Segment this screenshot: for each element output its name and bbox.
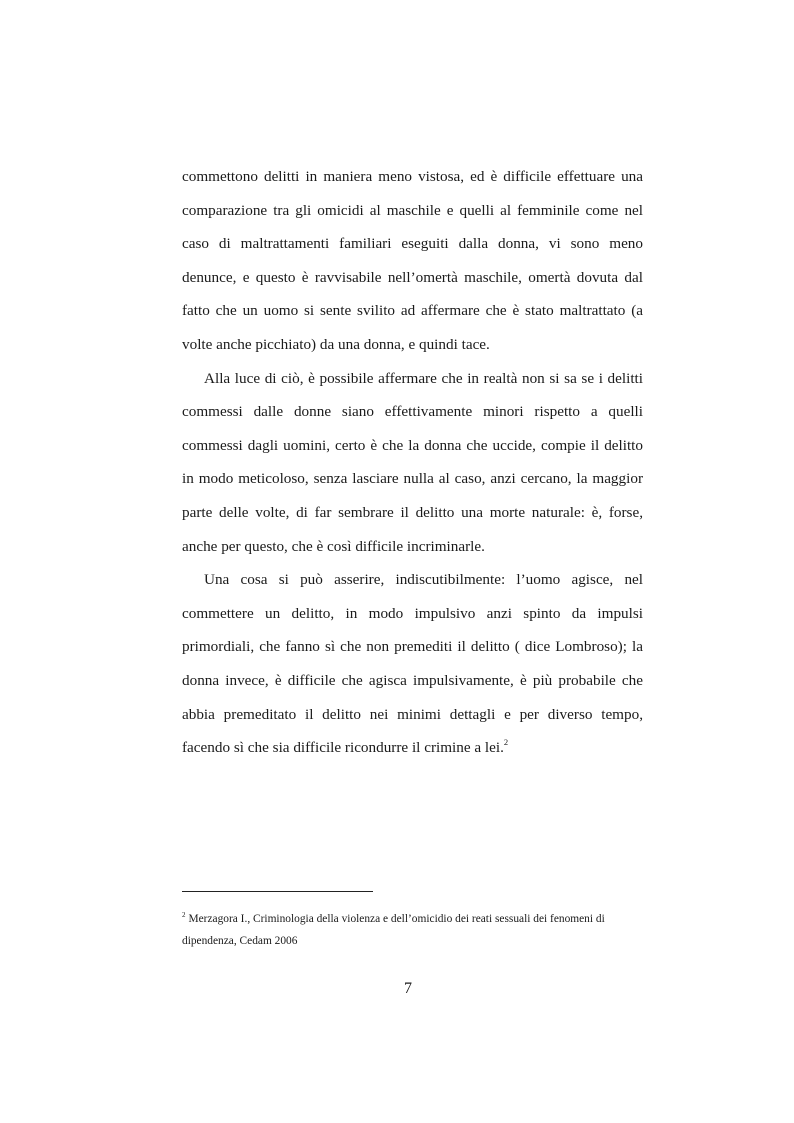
footnote-text: Merzagora I., Criminologia della violenza e dell’omicidio dei reati sessuali dei fenomeni di dipendenza, Cedam 2006: [182, 913, 605, 947]
paragraph-3-text: Una cosa si può asserire, indiscutibilmente: l’uomo agisce, nel commettere un delitto, in modo impulsivo anzi spinto da impulsi primordiali, che fanno sì che non premediti il delitto ( dice Lombroso); la donna invece, è difficile che agisca impulsivamente, è più probabile che abbia premeditato il delitto nei minimi dettagli e per diverso tempo, facendo sì che sia difficile ricondurre il crimine a lei.: [182, 571, 643, 757]
footnote-reference[interactable]: 2: [503, 737, 509, 748]
paragraph-3: [182, 563, 643, 765]
paragraph-2-text: Alla luce di ciò, è possibile affermare che in realtà non si sa se i delitti commessi dalle donne siano effettivamente minori rispetto a quelli commessi dagli uomini, certo è che la donna che uccide, compie il delitto in modo meticoloso, senza lasciare nulla al caso, anzi cercano, la maggior parte delle volte, di far sembrare il delitto una morte naturale: è, forse, anche per questo, che è così difficile incriminarle.: [182, 369, 643, 555]
paragraph-2: [182, 362, 643, 564]
paragraph-1-text: commettono delitti in maniera meno vistosa, ed è difficile effettuare una comparazione tra gli omicidi al maschile e quelli al femminile come nel caso di maltrattamenti familiari eseguiti dalla donna, vi sono meno denunce, e questo è ravvisabile nell’omertà maschile, omertà dovuta dal fatto che un uomo si sente svilito ad affermare che è stato maltrattato (a volte anche picchiato) da una donna, e quindi tace.: [182, 168, 643, 353]
page-number: 7: [404, 980, 412, 997]
footnote-separator: [182, 891, 373, 892]
footnote-marker: 2: [182, 911, 186, 920]
footnote: [182, 908, 643, 952]
body-text: [182, 160, 643, 765]
paragraph-1: [182, 160, 643, 362]
